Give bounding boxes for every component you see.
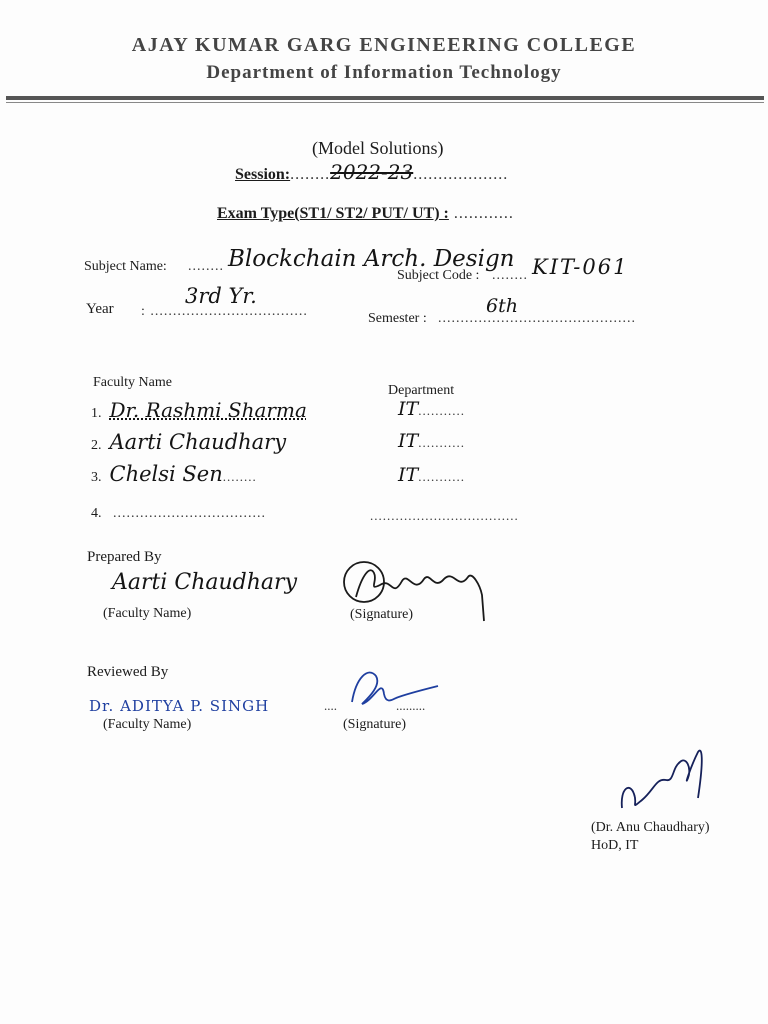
reviewed-by-name: Dr. ADITYA P. SINGH: [89, 697, 270, 715]
hod-signature-image: [612, 738, 712, 818]
subject-code-value: KIT-061: [532, 255, 629, 279]
hod-title: HoD, IT: [591, 838, 639, 853]
faculty-row-num: 1.: [91, 406, 102, 421]
form-title: (Model Solutions): [312, 138, 444, 158]
reviewed-signature-caption: (Signature): [343, 717, 406, 732]
year-label: Year: [86, 301, 114, 317]
faculty-row-name: Dr. Rashmi Sharma: [109, 398, 307, 422]
faculty-row-num: 2.: [91, 438, 102, 453]
faculty-row-num: 4.: [91, 506, 102, 521]
header-divider: [6, 96, 764, 100]
semester-dots: ............................................: [438, 311, 636, 326]
faculty-row-num: 3.: [91, 470, 102, 485]
exam-type-row: Exam Type(ST1/ ST2/ PUT/ UT) : ............: [217, 205, 514, 222]
session-value: 2022-23: [330, 160, 414, 184]
faculty-row-dept: IT: [398, 398, 419, 420]
faculty-name-header: Faculty Name: [93, 375, 172, 390]
exam-type-label: Exam Type(ST1/ ST2/ PUT/ UT) :: [217, 205, 449, 222]
subject-code-dots: ........: [492, 268, 528, 283]
svg-text:....: ....: [324, 698, 337, 713]
faculty-row-dept: IT: [398, 430, 419, 452]
faculty-row-1-dept: IT...........: [398, 398, 465, 420]
subject-name-dots: ........: [188, 259, 224, 274]
faculty-row-4-dept: ...................................: [370, 508, 519, 523]
faculty-row-name: Aarti Chaudhary: [109, 430, 287, 454]
subject-name-label: Subject Name:: [84, 259, 167, 274]
reviewed-by-name-caption: (Faculty Name): [103, 717, 192, 732]
session-row: Session:........2022-23...................: [235, 160, 509, 184]
faculty-row-dept: IT: [398, 464, 419, 486]
faculty-row-3: 3. Chelsi Sen........: [91, 462, 257, 486]
svg-text:.........: .........: [396, 698, 426, 713]
prepared-by-label: Prepared By: [87, 549, 162, 565]
semester-value: 6th: [486, 295, 518, 317]
faculty-row-1: [91, 398, 307, 422]
faculty-row-name: Chelsi Sen: [109, 462, 223, 486]
year-value: 3rd Yr.: [185, 284, 257, 308]
faculty-row-2: [91, 430, 286, 454]
hod-name: (Dr. Anu Chaudhary): [591, 820, 710, 835]
prepared-by-name-caption: (Faculty Name): [103, 606, 192, 621]
year-dots: : ...................................: [141, 304, 308, 319]
department-name: Department of Information Technology: [206, 62, 562, 83]
subject-name-value: Blockchain Arch. Design: [228, 246, 515, 272]
reviewed-by-label: Reviewed By: [87, 664, 169, 680]
faculty-row-2-dept: IT...........: [398, 430, 465, 452]
faculty-row-4: 4. ..................................: [91, 506, 266, 521]
college-name: AJAY KUMAR GARG ENGINEERING COLLEGE: [131, 34, 637, 56]
semester-label: Semester :: [368, 311, 427, 326]
faculty-row-3-dept: IT...........: [398, 464, 465, 486]
reviewed-signature-image: [322, 664, 442, 718]
header-divider-thin: [6, 102, 764, 103]
prepared-by-name: Aarti Chaudhary: [112, 570, 297, 595]
department-header: Department: [388, 383, 455, 398]
prepared-signature-caption: (Signature): [350, 607, 413, 622]
subject-code-label: Subject Code :: [397, 268, 480, 283]
session-label: Session:: [235, 166, 291, 183]
